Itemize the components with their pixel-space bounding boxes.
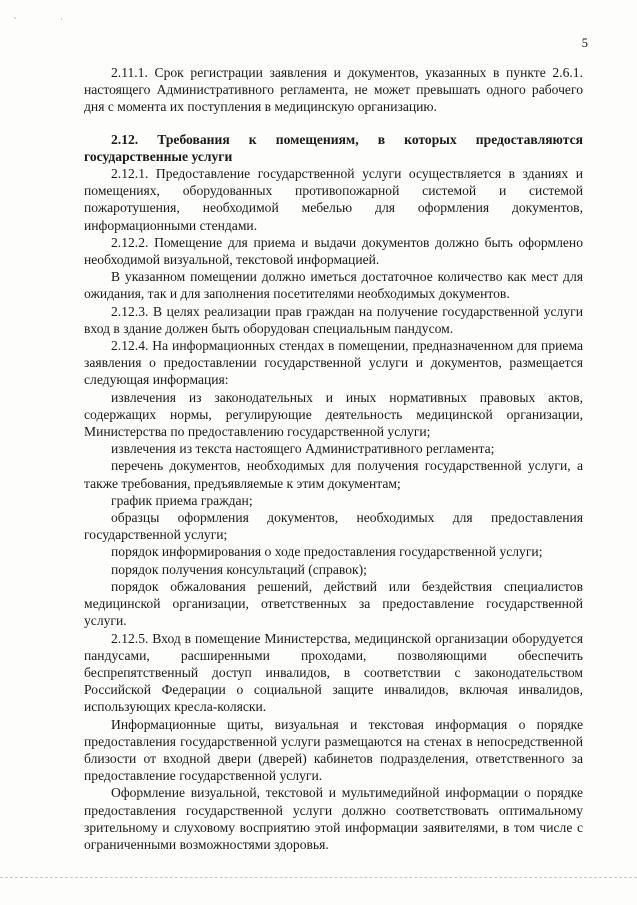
section-heading: 2.12. Требования к помещениям, в которых предоставляются государственные услуги — [84, 131, 583, 164]
paragraph: 2.12.4. На информационных стендах в помещении, предназначенном для приема заявления о предоставлении государственной услуги и документов, размещается следующая информация: — [84, 338, 583, 388]
paragraph: Информационные щиты, визуальная и текстовая информация о порядке предоставления государственной услуги размещаются на стенах в непосредственной близости от входной двери (дверей) кабинетов подразделения, ответственного за предоставление государственной услуги. — [84, 716, 583, 784]
paragraph: порядок обжалования решений, действий или бездействия специалистов медицинской организации, ответственных за предоставление государственной услуги. — [84, 578, 583, 629]
paragraph: Оформление визуальной, текстовой и мультимедийной информации о порядке предоставления государственной услуги должно соответствовать оптимальному зрительному и слуховому восприятию этой информации заявителями, в том числе с ограниченными возможностями здоровья. — [84, 785, 583, 852]
paragraph: В указанном помещении должно иметься достаточное количество как мест для ожидания, так и для заполнения посетителями необходимых документов. — [84, 269, 583, 302]
scan-edge-line — [0, 877, 637, 878]
paragraph: порядок получения консультаций (справок); — [111, 561, 367, 577]
page-number: 5 — [581, 36, 588, 50]
paragraph: график приема граждан; — [111, 492, 253, 508]
paragraph: 2.11.1. Срок регистрации заявления и документов, указанных в пункте 2.6.1. настоящего Административного регламента, не может превышать одного рабочего дня с момента их поступления в медицинскую организацию. — [84, 65, 583, 115]
paragraph: извлечения из законодательных и иных нормативных правовых актов, содержащих нормы, регулирующие деятельность медицинской организации, Министерства по предоставлению государственной услуги; — [84, 389, 583, 440]
scan-artifact-mark: · — [60, 14, 63, 24]
paragraph: 2.12.1. Предоставление государственной услуги осуществляется в зданиях и помещениях, оборудованных противопожарной системой и системой пожаротушения, необходимой мебелью для оформления документов, информационными стендами. — [84, 166, 583, 233]
paragraph: перечень документов, необходимых для получения государственной услуги, а также требования, предъявляемые к этим документам; — [84, 458, 583, 491]
paragraph: 2.12.3. В целях реализации прав граждан на получение государственной услуги вход в здание должен быть оборудован специальным пандусом. — [84, 303, 583, 336]
scan-artifact-mark: ˛ — [14, 9, 17, 19]
document-body — [84, 64, 583, 853]
paragraph: 2.12.2. Помещение для приема и выдачи документов должно быть оформлено необходимой визуальной, текстовой информацией. — [84, 234, 583, 268]
paragraph: извлечения из текста настоящего Административного регламента; — [111, 441, 495, 457]
paragraph: образцы оформления документов, необходимых для предоставления государственной услуги; — [84, 510, 583, 543]
paragraph: 2.12.5. Вход в помещение Министерства, медицинской организации оборудуется пандусами, расширенными проходами, позволяющими обеспечить беспрепятственный доступ инвалидов, в соответствии с законодательством Российской Федерации о социальной защите инвалидов, включая инвалидов, использующих кресла-коляски. — [84, 630, 583, 715]
paragraph: порядок информирования о ходе предоставления государственной услуги; — [111, 544, 543, 560]
